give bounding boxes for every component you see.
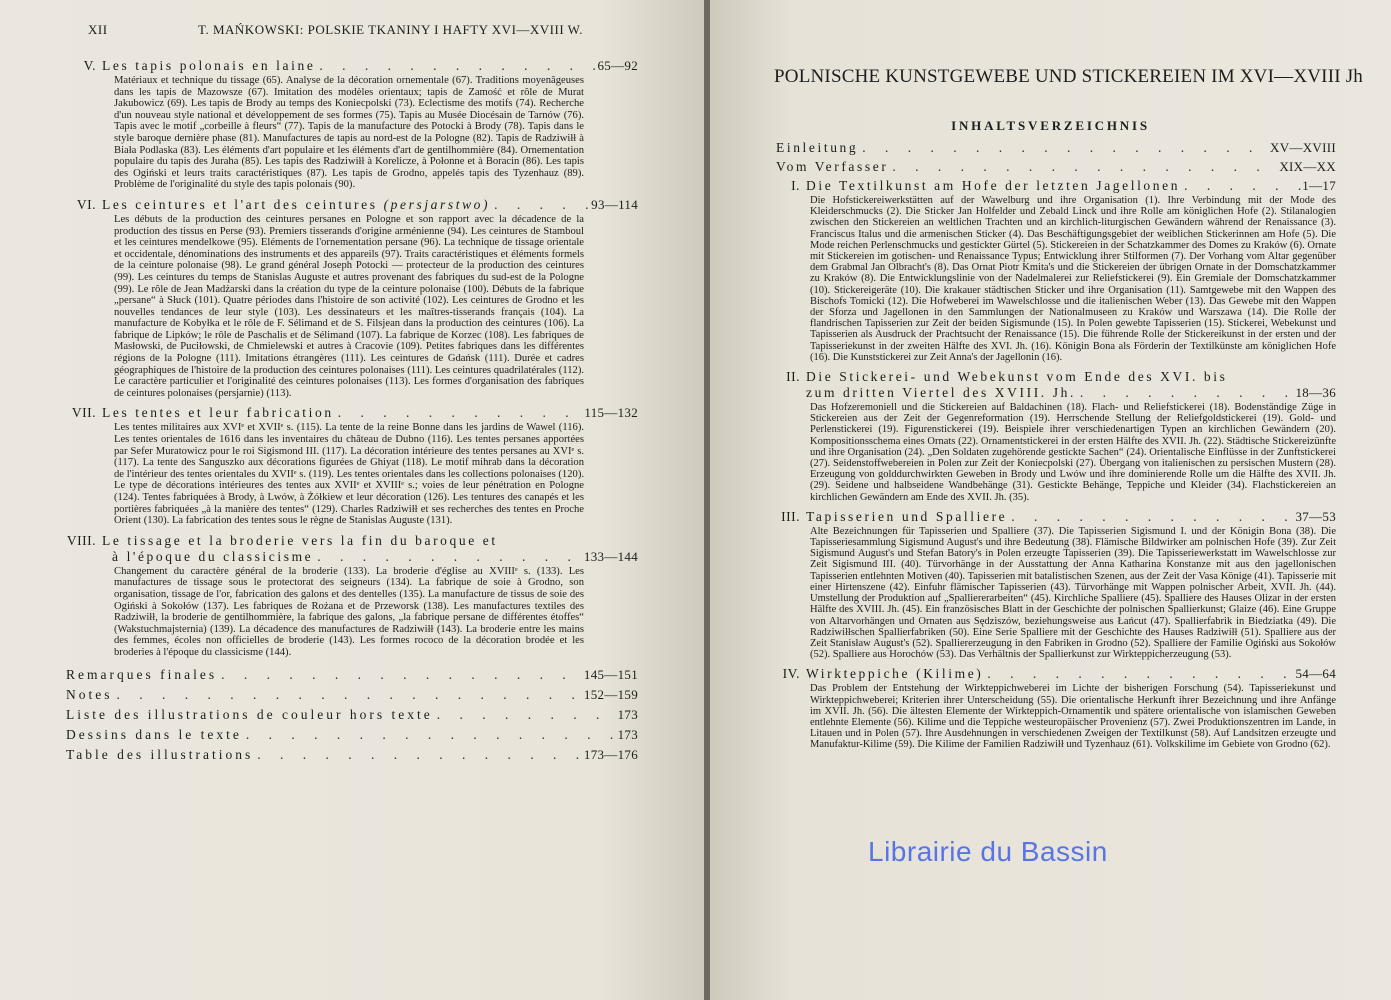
toc-entry-iv [776, 666, 1336, 750]
book-title: POLNISCHE KUNSTGEWEBE UND STICKEREIEN IM XVI—XVIII Jh [774, 66, 1363, 87]
entry-number: III. [781, 508, 800, 524]
leader-dots [253, 747, 584, 763]
leader-dots [1007, 509, 1295, 525]
toc-entry-v [66, 58, 638, 191]
toc-entry-verfasser: Vom Verfasser . . . XIX—XX [776, 159, 1336, 175]
leader-dots [315, 58, 597, 74]
page-number: XII [88, 22, 108, 37]
leader-dots [858, 140, 1270, 156]
toc-entry-notes: Notes . . . 152—159 [66, 687, 638, 703]
leader-dots [242, 727, 618, 743]
entry-description: Die Hofstickereiwerkstätten auf der Wawelburg und ihre Organisation (1). Ihre Verbindung mit der Mode des Kleiderschmucks (2). Die Sticker Jan Holfelder und Zebald Linck und ihre Rolle am königlichen Hofe (2). Stilanalogien zwischen den Stickereien an weltlichen Trachten und an kirchlich-liturgischen Gewändern während der Renaissance (3). Franciscus Italus und die armenischen Sticker (4). Das Beschäftigungsgebiet der weiblichen Stickerinnen am Hofe (5). Die Mode reichen Perlenschmucks und gestickter Gürtel (5). Stickereien in der Schatzkammer des Domes zu Kraków (6). Ornate mit Stickereien im gotischen- und Renaissance Typus; Entwicklung ihrer Stilformen (7). Der Vorhang vom Altar gegenüber dem Grabmal Jan Olbracht's (8). Das Ornat Piotr Kmita's und die Stickereien der übrigen Ornate in der Domschatzkammer zu Kraków (8). Die Entwicklungslinie von der Nadelmalerei zur Reliefstickerei (9). Ein Gremiale der Domschatzkammer (10). Stickereigeräte (10). Die krakauer städtischen Sticker und ihre Organisation (11). Samtgewebe mit den Wappen des Bischofs Tomicki (12). Die Hofweberei im Wawelschlosse und die italienischen Weber (13). Das Gewebe mit den Wappen der Sforza und Jagellonen in den Sammlungen der Nationalmuseen zu Kraków und Warszawa (14). Die Rolle der flandrischen Tapisserien zur Zeit der beiden Sigismunde (15). In Polen gewebte Tapisserien (15). Stickerei, Webekunst und Tapisserien als Ausdruck der Prachtsucht der Renaissance (15). Die führende Rolle der Stickereikunst in der ersten und der Tapisseriekunst in der zweiten Hälfte des XVI. Jh. (16). Königin Bona als Förderin der Textilkünste am königlichen Hofe (16). Die Kunststickerei zur Zeit Anna's der Jagellonin (16). [810, 195, 1336, 363]
entry-pages: 18—36 [1295, 385, 1336, 401]
entry-title: Tapisserien und Spalliere [806, 508, 1008, 524]
toc-german [776, 140, 1336, 757]
entry-description: Matériaux et technique du tissage (65). Analyse de la décoration ornementale (67). Traditions moyenâgeuses dans les tapis de Mazowsze (67). Imitation des modèles orientaux; tapis de Zamość et rôle de Murat Jakubowicz (69). Les tapis de Brody au temps des Koniecpolski (73). Eclectisme des motifs (74). Recherche d'un nouveau style national et développement de ses formes (75). Tapis au Musée Diocésain de Tarnów (76). Tapis avec le motif „corbeille à fleurs“ (77). Tapis de la manufacture des Potocki à Brody (78). Tapis dans le style baroque dernière phase (81). Manufactures de tapis au nord-est de la Pologne (82). Tapis de Radziwiłł à Biała Podlaska (83). Les éléments d'art populaire et les éléments d'art de gentilhommière (84). Ornementation populaire du tapis des Juraha (85). Les tapis des Radziwiłł à Korelicze, à Połonne et à Boracin (86). Les tapis des Ogiński et leurs traits caractéristiques (87). Les tapis de Grodno, appelés tapis des Tyzenhauz (89). Problème de l'originalité du style des tapis polonais (90). [114, 75, 584, 191]
entry-title: Les ceintures et l'art des ceintures (persjarstwo) [102, 196, 491, 212]
contents-heading: INHALTSVERZEICHNIS [951, 118, 1150, 133]
toc-intro-entries [776, 140, 1336, 175]
leader-dots [490, 197, 591, 213]
toc-entry-remarques: Remarques finales . . . 145—151 [66, 667, 638, 683]
toc-entry-iii [776, 509, 1336, 660]
leader-dots [217, 667, 584, 683]
entry-pages: 37—53 [1295, 508, 1336, 524]
entry-number: IV. [782, 666, 800, 682]
leader-dots [1076, 385, 1296, 401]
toc-entry-einleitung: Einleitung . . . XV—XVIII [776, 140, 1336, 156]
entry-number: V. [83, 58, 96, 73]
entry-title: Wirkteppiche (Kilime) [806, 666, 984, 682]
toc-entry-dessins: Dessins dans le texte . . . 173 [66, 727, 638, 743]
left-running-head [88, 22, 676, 38]
toc-entry-vii [66, 405, 638, 526]
entry-pages: 1—17 [1302, 178, 1336, 193]
entry-pages: 65—92 [597, 58, 638, 73]
entry-title-continued: zum dritten Viertel des XVIII. Jh. [806, 385, 1076, 401]
entry-pages: 115—132 [584, 405, 638, 421]
leader-dots [313, 549, 584, 565]
entry-number: VI. [76, 196, 96, 212]
entry-pages: 54—64 [1295, 666, 1336, 682]
entry-description: Les débuts de la production des ceintures persanes en Pologne et son rapport avec la décadence de la production des tissus en Perse (93). Premiers tisserands d'origine arménienne (94). Les ceintures de Stamboul et les ceintures mendelkowe (95). Eléments de l'ornementation persane (96). La technique de tissage orientale et occidentale, dénominations des instruments et des appareils (97). Traits caractéristiques et éléments formels de la ceinture polonaise (98). Le grand général Joseph Potocki — protecteur de la production des ceintures (99). Les ceintures du temps de Stanislas Auguste et autres provenant des fabriques du sud-est de la Pologne (99). Le rôle de Jean Madżarski dans la création du type de la ceinture polonaise (100). Débuts de la fabrique „persane“ à Słuck (101). Quatre périodes dans l'histoire de son activité (102). Les ceintures de Grodno et les nouvelles tendances de leur style (103). Les dessinateurs et les maîtres-tisserands français (104). La manufacture de Kobyłka et le rôle de F. Sélimand et de S. Filsjean dans la production des ceintures (106). La fabrique de Lipków; le rôle de Paschalis et de Sélimand (107). La fabrique de Korzec (108). Les fabriques de Masłowski, de Puciłowski, de Chmielewski et autres à Cracovie (109). Petites fabriques dans les différentes régions de la Pologne (111). Imitations étrangères (111). Les ceintures de Gdańsk (111). Durée et cadres géographiques de l'histoire de la production des ceintures polonaises (111). Les ceintures quadrilatérales (112). Le caractère particulier et l'originalité des ceintures polonaises (113). Les formes d'organisation des fabriques de ceintures polonaises (persjarnie) (113). [114, 213, 584, 399]
running-title: T. MAŃKOWSKI: POLSKIE TKANINY I HAFTY XVI—XVIII W. [198, 22, 584, 37]
leader-dots [983, 666, 1295, 682]
toc-entry-table: Table des illustrations . . . 173—176 [66, 747, 638, 763]
entry-description: Les tentes militaires aux XVIᵉ et XVIIᵉ s. (115). La tente de la reine Bonne dans les jardins de Wawel (116). Les tentes orientales de 1616 dans les inventaires du château de Dubno (116). Les tentes persanes apportées par Sefer Muratowicz pour le roi Sigismond III. (117). La décoration intérieure des tentes persanes au XVIᵉ s. (117). La tente des Sanguszko aux décorations figurées de Ghiyat (118). Le motif mihrab dans la décoration de l'intérieur des tentes orientales du XVIIᵉ s. (119). Les tentes orientales dans les collections polonaises (120). Le type de décorations intérieures des tentes aux XVIIᵉ et XVIIIᵉ s.; voies de leur pénétration en Pologne (124). Tentes fabriquées à Brody, à Lwów, à Żółkiew et leur décoration (126). Les tentures des canapés et les portières fabriquées „à la manière des tentes“ (129). Charles Radziwiłł et ses recherches des tentes en Proche Orient (130). La fabrication des tentes sous le règne de Stanislas Auguste (131). [114, 422, 584, 527]
entry-number: VII. [71, 405, 96, 421]
leader-dots [433, 707, 618, 723]
watermark-text: Librairie du Bassin [868, 836, 1108, 867]
entry-description: Das Hofzeremoniell und die Stickereien auf Baldachinen (18). Flach- und Reliefstickerei (18). Bodenständige Züge in Stickereien aus der Zeit der Gegenreformation (19). Herrschende Stellung der Reliefgoldstickerei (19). Gold- und Perlenstickerei (19). Figurenstickerei (19). Beispiele ihrer verschiedenartigen Typen an kirchlichen Gewändern (20). Kompositionsschema eines Ornats (22). Ornamentstickerei in der ersten Hälfte des XVII. Jh. (22). Städtische Stickereizünfte und ihre Organisation (24). „Den Soldaten zugehörende gestickte Sachen“ (24). Orientalische Einflüsse in der Zunftstickerei (27). Seidenstoffwebereien in Polen zur Zeit der Koniecpolski (27). Übergang von italienischen zu persischen Mustern (28). Erzeugung von golddurchwirkten Geweben in Brody und Lwów und ihre dominierende Rolle um die Hälfte des XVII. Jh. (29). Seidene und halbseidene Wandbehänge (31). Gestickte Behänge, Teppiche und Kleider (34). Flachstickereien an kirchlichen Gewändern am Ende des XVII. Jh. (35). [810, 402, 1336, 503]
entry-number: VIII. [66, 532, 96, 548]
toc-entry-viii [66, 533, 638, 659]
leader-dots [1180, 178, 1302, 194]
entry-pages: 93—114 [591, 196, 638, 212]
entry-number: I. [791, 178, 800, 193]
toc-end-entries [66, 667, 638, 763]
leader-dots [334, 405, 585, 421]
entry-title: Le tissage et la broderie vers la fin du baroque et [102, 532, 498, 548]
leader-dots [888, 159, 1279, 175]
toc-entry-ii [776, 369, 1336, 503]
entry-description: Alte Bezeichnungen für Tapisserien und Spalliere (37). Die Tapisserien Sigismund I. und der Königin Bona (38). Die Tapisseriesammlung Sigismund August's und ihre Bedeutung (38). Flämische Bildwirker am polnischen Hofe (39). Zur Zeit Sigismund August's und Stefan Batory's in Polen erzeugte Tapisserien (39). Die Tapisseriewerkstatt im Wawelschlosse zur Zeit Sigismund III. (40). Türvorhänge in der Ausstattung der Anna Katharina Konstanze mit aus den jagellonischen Tapisserien entlehnten Motiven (40). Tapisserien mit batalistischen Szenen, aus der Zeit der Vasa Könige (41). Tapisserie mit einer Hirtenszene (42). Einfuhr flämischer Tapisserien (43). Türvorhänge mit Wappen polnischer Arbeit, XVII. Jh. (44). Umstellung der Produktion auf „Spalliererarbeiten“ (45). Kirchliche Spalliere (45). Spalliere des Hauses Olizar in der ersten Hälfte des XVIII. Jh. (45). Ein französisches Blatt in der Geschichte der polnischen Spallierkunst; Glaize (46). Eine Gruppe von Altarvorhängen und Ornaten aus Sędziszów, beziehungsweise aus Łańcut (47). Spallierfabrik in Biedziatka (49). Die Radziwiłłschen Spallierfabriken (50). Eine Serie Spalliere mit der Geschichte des Hauses Radziwiłł (51). Spalliere aus der Zeit Stanisław August's (52). Spalliererzeugung in den Fabriken in Grodno (52). Spalliere der Familie Ogiński aus Sokołów (52). Spalliere aus Horochów (53). Das Verhältnis der Spallierkunst zur Wirkteppicherzeugung (53). [810, 525, 1336, 661]
entry-description: Changement du caractère général de la broderie (133). La broderie d'église au XVIIIᵉ s. (133). Les manufactures de tissage sous le protectorat des seigneurs (134). La fabrique de soie à Grodno, son organisation, tissage de l'or, fabrication des galons et des dentelles (135). La manufacture de tissus de soie des Ogiński à Sokołów (137). Les fabriques de Rożana et de Przeworsk (138). Les manufactures textiles des Radziwiłł, la broderie de gentilhommière, la fabrique des galons, „la fabrique persane de différentes étoffes“ (Wakstuchmajsternia) (139). La décadence des manufactures de Radziwiłł (143). La broderie entre les mains des femmes, écoles non officielles de broderie (143). Les formes rococo de la décoration brodée et les broderies à l'époque du classicisme (144). [114, 565, 584, 658]
toc-french [66, 58, 638, 767]
entry-title: Die Textilkunst am Hofe der letzten Jagellonen [806, 178, 1181, 193]
entry-title: Die Stickerei- und Webekunst vom Ende des XVI. bis [806, 369, 1228, 385]
entry-number: II. [786, 369, 800, 385]
toc-entry-liste: Liste des illustrations de couleur hors texte . . . 173 [66, 707, 638, 723]
entry-description: Das Problem der Entstehung der Wirkteppichweberei im Lichte der bisherigen Forschung (54). Tapisseriekunst und Wirkteppichweberei; Kriterien ihrer Unterscheidung (55). Die orientalische Herkunft ihrer Bezeichnung und ihre Anfänge im XVII. Jh. (56). Die ältesten Elemente der Wirkteppich-Ornamentik und spätere orientalische von islamischen Geweben entlehnte Elemente (56). Kilime und die Teppiche westeuropäischer Provenienz (57). Zwei Produktionszentren im Lande, in Litauen und in Polen (57). Ihre Ausdehnungen in verschiedenen Zweigen der Textilkunst (58). Auf Landsitzen erzeugte und Manufaktur-Kilime (59). Die Kilime der Familien Radziwiłł und Tyzenhauz (61). Volkskilime im Gebiete von Grodno (62). [810, 683, 1336, 751]
entry-title: Les tentes et leur fabrication [102, 405, 334, 421]
entry-pages: 133—144 [583, 548, 638, 564]
toc-entry-i [776, 178, 1336, 363]
toc-entry-vi [66, 197, 638, 400]
entry-title: Les tapis polonais en laine [102, 58, 316, 73]
entry-title-continued: à l'époque du classicisme [112, 548, 314, 564]
leader-dots [113, 687, 584, 703]
